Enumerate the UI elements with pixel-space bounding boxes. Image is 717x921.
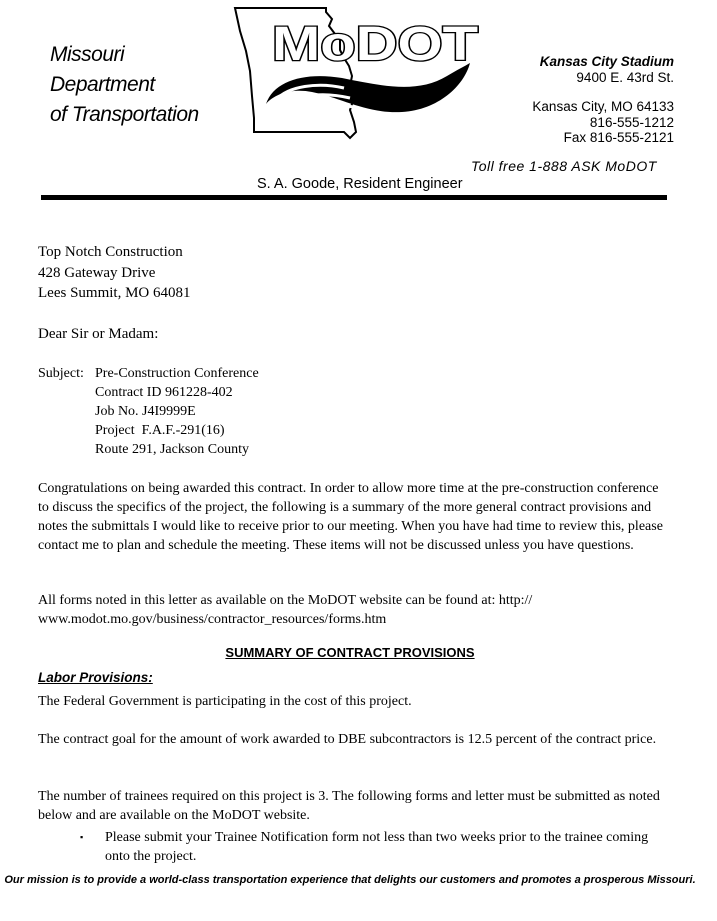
resident-engineer: S. A. Goode, Resident Engineer — [257, 176, 463, 192]
office-address — [454, 54, 674, 146]
office-street: 9400 E. 43rd St. — [576, 69, 674, 85]
office-city: Kansas City, MO 64133 — [532, 99, 674, 114]
office-name: Kansas City Stadium — [539, 54, 674, 69]
salutation: Dear Sir or Madam: — [38, 326, 159, 342]
department-line-2: Department — [50, 73, 155, 96]
subject-line: Route 291, Jackson County — [95, 442, 249, 457]
subject-label: Subject: — [38, 366, 84, 381]
summary-title: SUMMARY OF CONTRACT PROVISIONS — [225, 645, 475, 660]
header-rule — [41, 195, 667, 200]
dbe-paragraph: The contract goal for the amount of work awarded to DBE subcontractors is 12.5 percent of the contract price. — [38, 732, 657, 747]
bullet-text: Please submit your Trainee Notification form not less than two weeks prior to the trainee coming onto the project. — [105, 830, 649, 864]
subject-line: Contract ID 961228-402 — [95, 385, 233, 400]
subject-block — [38, 364, 259, 459]
modot-logo — [232, 6, 482, 140]
labor-provisions-heading: Labor Provisions: — [38, 670, 153, 685]
recipient-address — [38, 242, 668, 304]
department-line-1: Missouri — [50, 43, 125, 66]
department-line-3: of Transportation — [50, 103, 199, 126]
intro-paragraph: Congratulations on being awarded this contract. In order to allow more time at the pre-construction conference to discuss the specifics of the project, the following is a summary of the more general contract provisions and notes the submittals I would like to receive prior to our meeting. When you have had time to review this, please contact me to plan and schedule the meeting. These items will not be discussed unless you have questions. — [38, 481, 663, 553]
mission-statement: Our mission is to provide a world-class transportation experience that delights our customers and promotes a prosperous Missouri. — [4, 874, 696, 886]
federal-paragraph: The Federal Government is participating in the cost of this project. — [38, 694, 412, 709]
department-name — [50, 40, 199, 130]
subject-line: Job No. J4I9999E — [95, 404, 196, 419]
recipient-street: 428 Gateway Drive — [38, 264, 156, 281]
trainees-paragraph: The number of trainees required on this project is 3. The following forms and letter must be submitted as noted below and are available on the MoDOT website. — [38, 789, 660, 823]
forms-note-paragraph: All forms noted in this letter as available on the MoDOT website can be found at: http:// www.modot.mo.gov/business/contractor_resources/forms.htm — [38, 593, 533, 627]
bullet-icon: ▪ — [80, 832, 84, 842]
toll-free-number: Toll free 1-888 ASK MoDOT — [471, 158, 657, 174]
subject-line: Project F.A.F.-291(16) — [95, 423, 225, 438]
subject-line: Pre-Construction Conference — [95, 366, 259, 381]
list-item — [80, 828, 660, 866]
logo-text: MoDOT — [272, 18, 478, 71]
recipient-city: Lees Summit, MO 64081 — [38, 285, 191, 301]
office-fax: Fax 816-555-2121 — [563, 130, 674, 145]
office-phone: 816-555-1212 — [589, 114, 674, 130]
recipient-name: Top Notch Construction — [38, 244, 183, 260]
